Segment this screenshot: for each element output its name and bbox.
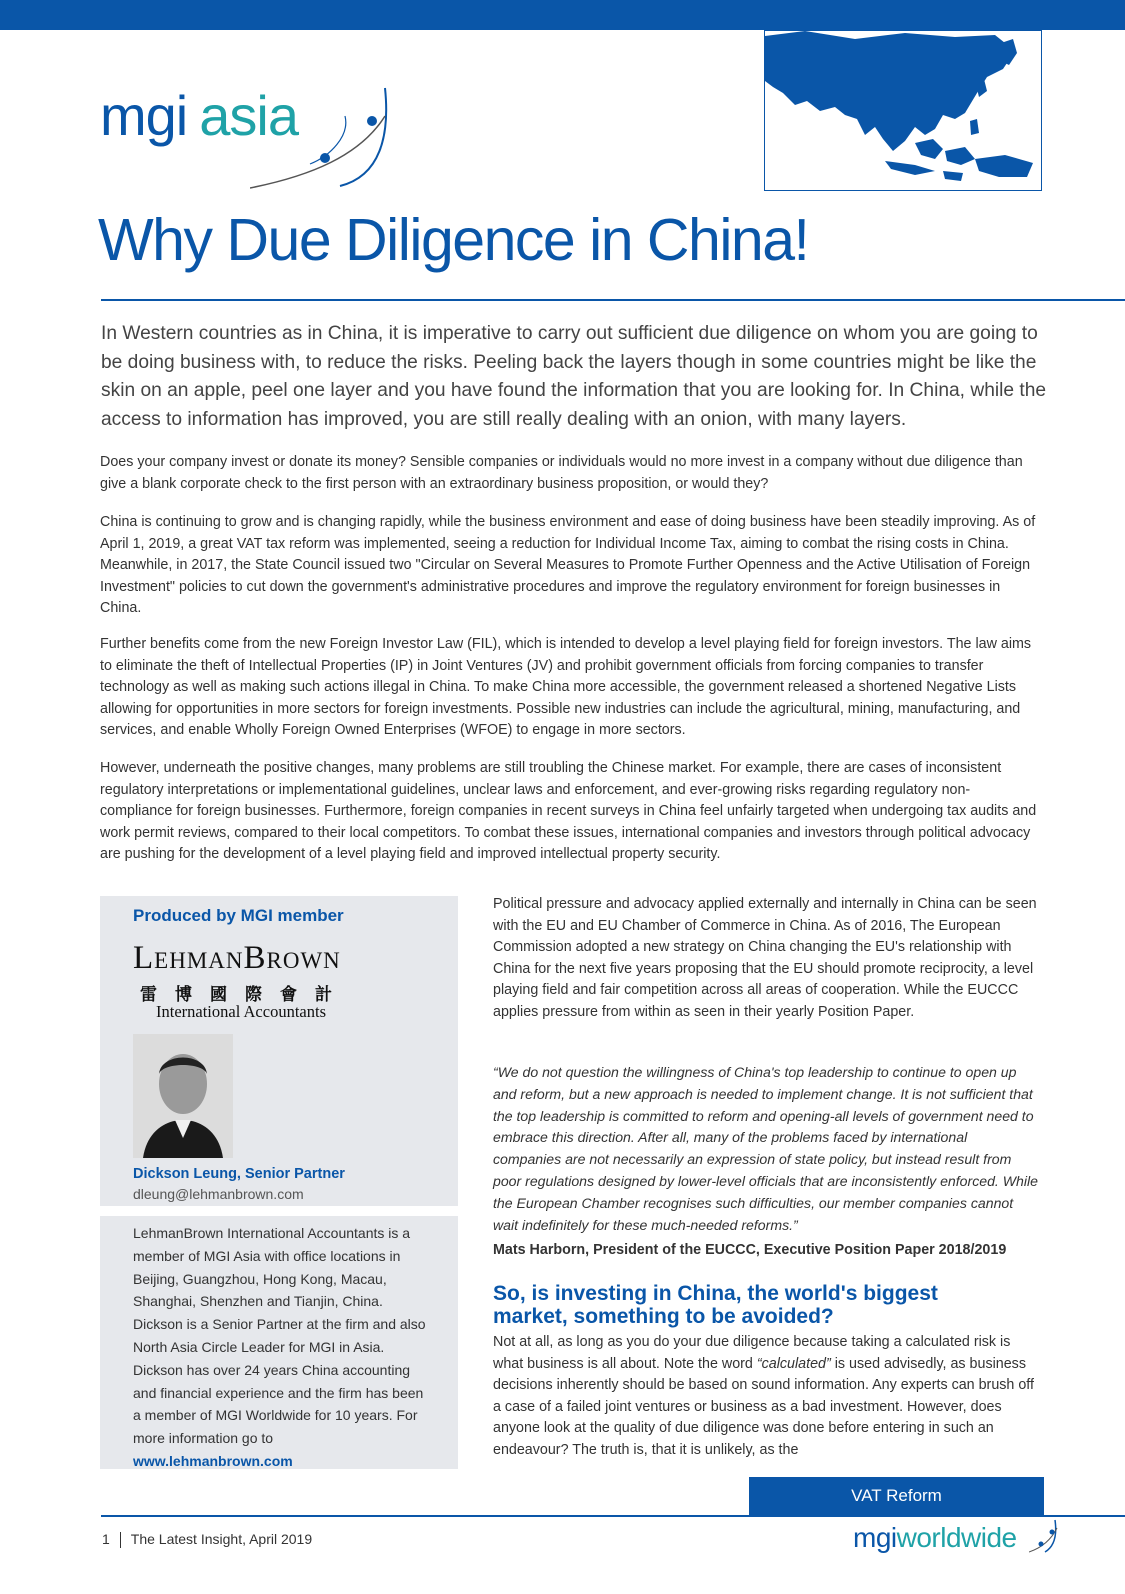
footer-divider <box>101 1515 1125 1517</box>
eucc-quote: “We do not question the willingness of China's top leadership to continue to open up and reform, but a new approach is needed to implement change. It is not sufficient that the top leadership is committed to reform and opening-all levels of government need to embrace this direction. After all, many of the problems faced by international companies are not necessarily an expression of state policy, but instead result from poor regulations designed by lower-level officials that are inconsistently enforced. While the European Chamber recognises such difficulties, our member companies cannot wait indefinitely for these much-needed reforms.” <box>493 1064 1038 1233</box>
firm-bio: LehmanBrown International Accountants is a member of MGI Asia with office locations in Beijing, Guangzhou, Hong Kong, Macau, Shanghai, Shenzhen and Tianjin, China. Dickson is a Senior Partner at the firm and also North Asia Circle Leader for MGI in Asia. Dickson has over 24 years China accounting and financial experience and the firm has been a member of MGI Worldwide for 10 years. For more information go to www.lehmanbrown.com <box>133 1225 426 1469</box>
vat-reform-tab[interactable]: VAT Reform <box>749 1477 1044 1515</box>
mgi-asia-logo <box>100 76 400 196</box>
body-paragraph-3: Further benefits come from the new Foreign Investor Law (FIL), which is intended to develop a level playing field for foreign investors. The law aims to eliminate the theft of Intellectual Properties (IP) in Joint Ventures (JV) and prohibit government officials from forcing companies to transfer technology as well as making such actions illegal in China. To make China more accessible, the government released a shortened Negative Lists allowing for opportunities in more sectors for foreign investments. Possible new industries can include the agricultural, mining, manufacturing, and services, and enable Wholly Foreign Owned Enterprises (WFOE) to engage in more sectors. <box>100 636 1032 739</box>
page-number: 1 <box>102 1531 110 1547</box>
body-paragraph-1: Does your company invest or donate its money? Sensible companies or individuals would no more invest in a company without due diligence than give a blank corporate check to the first person with an extraordinary business proposition, or would they? <box>100 454 1023 492</box>
lehmanbrown-subtitle: International Accountants <box>156 1002 326 1021</box>
quote-attribution: Mats Harborn, President of the EUCCC, Executive Position Paper 2018/2019 <box>493 1242 1007 1258</box>
footer-publication <box>102 1531 312 1548</box>
sidebar-spacer <box>100 1206 458 1216</box>
person-email: dleung@lehmanbrown.com <box>133 1186 304 1202</box>
intro-paragraph: In Western countries as in China, it is imperative to carry out sufficient due diligence on whom you are going to be doing business with, to reduce the risks. Peeling back the layers though in some countries might be like the skin on an apple, peel one layer and you have found the information that you are looking for. In China, while the access to information has improved, you are still really dealing with an onion, with many layers. <box>101 323 1047 430</box>
person-name-title: Dickson Leung, Senior Partner <box>133 1166 345 1182</box>
mgi-worldwide-logo: mgiworldwide <box>853 1522 1017 1554</box>
page-title: Why Due Diligence in China! <box>98 207 809 273</box>
member-sidebar <box>100 896 458 1469</box>
title-divider <box>101 299 1125 301</box>
top-color-bar <box>0 0 1125 30</box>
body-paragraph-4: However, underneath the positive changes, many problems are still troubling the Chinese market. For example, there are cases of inconsistent regulatory interpretations or implementational guidelines, unclear laws and enforcement, and ever-growing risks regarding regulatory non-compliance for foreign businesses. Furthermore, foreign companies in recent surveys in China feel unfairly targeted when undergoing tax audits and work permit reviews, compared to their local competitors. To combat these issues, international companies and investors through political advocacy are pushing for the development of a level playing field and improved intellectual property security. <box>100 760 1037 863</box>
publication-name: The Latest Insight, April 2019 <box>130 1531 313 1547</box>
produced-by-label: Produced by MGI member <box>133 906 344 925</box>
section-subheading: So, is investing in China, the world's biggest market, something to be avoided? <box>493 1282 938 1328</box>
lehmanbrown-logo-text: LehmanBrown <box>133 940 341 976</box>
asia-map-image <box>764 30 1042 191</box>
footer-swoosh-icon <box>1029 1518 1059 1554</box>
lehmanbrown-website-link[interactable]: www.lehmanbrown.com <box>133 1452 293 1469</box>
column-paragraph-2: Not at all, as long as you do your due diligence because taking a calculated risk is what business is all about. Note the word “calculated” is used advisedly, as business decisions inherently should be based on sound information. Any experts can brush off a case of a failed joint ventures or business as a bad investment. However, does anyone look at the quality of due diligence was done before entering in such an endeavour? The truth is, that it is unlikely, as the <box>493 1334 1034 1458</box>
logo-wordmark: mgi asia <box>100 84 298 147</box>
column-paragraph-1: Political pressure and advocacy applied externally and internally in China can be seen with the EU and EU Chamber of Commerce in China. As of 2016, The European Commission adopted a new strategy on China changing the EU's relationship with China for the next five years proposing that the EU should promote reciprocity, a level playing field and fair competition across all areas of cooperation. While the EUCCC applies pressure from within as seen in their yearly Position Paper. <box>493 896 1037 1020</box>
lehmanbrown-chinese-name: 雷博國際會計 <box>140 985 350 1004</box>
person-photo <box>133 1034 233 1158</box>
logo-swoosh-icon <box>250 76 400 196</box>
body-paragraph-2: China is continuing to grow and is changing rapidly, while the business environment and ease of doing business have been steadily improving. As of April 1, 2019, a great VAT tax reform was implemented, seeing a reduction for Individual Income Tax, aiming to combat the rising costs in China. Meanwhile, in 2017, the State Council issued two "Circular on Several Measures to Promote Further Openness and the Active Utilisation of Foreign Investment" policies to cut down the government's administrative procedures and improve the regulatory environment for foreign businesses in China. <box>100 514 1036 617</box>
